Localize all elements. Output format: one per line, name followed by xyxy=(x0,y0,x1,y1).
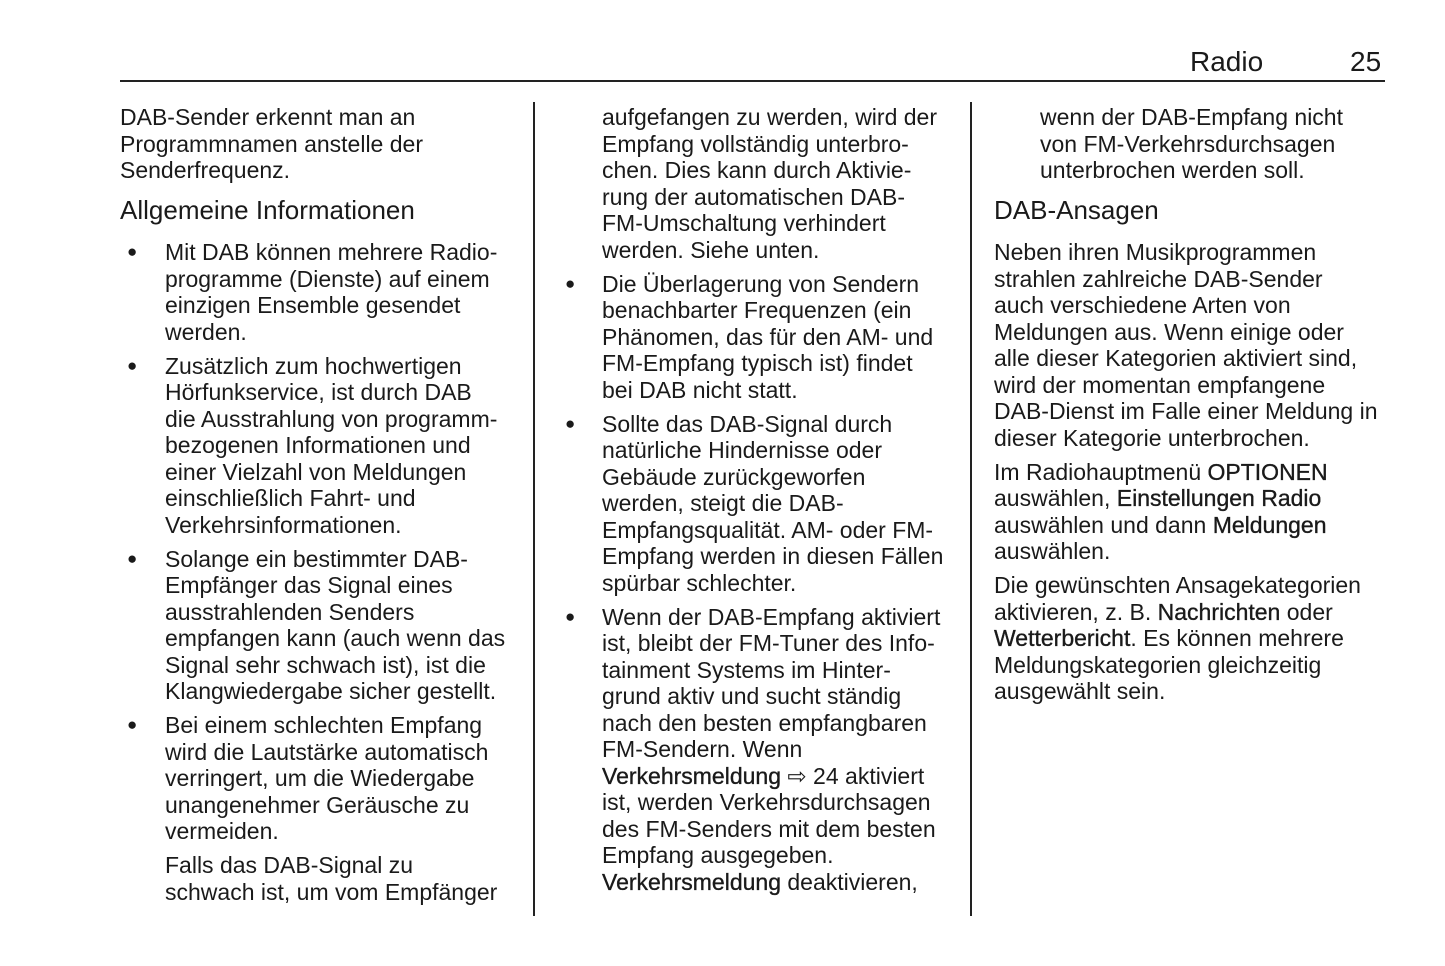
text-segment: Meldungskategorien gleichzeitig xyxy=(994,651,1322,678)
text-line xyxy=(602,157,955,184)
text-line xyxy=(165,739,520,766)
text-segment: Wenn der DAB-Empfang aktiviert xyxy=(602,603,941,630)
text-line xyxy=(165,406,520,433)
section-title: Radio xyxy=(1190,46,1264,77)
menu-term: Einstellungen Radio xyxy=(1116,485,1322,511)
bullet-icon: ● xyxy=(127,548,138,568)
text-segment: dieser Kategorie unterbrochen. xyxy=(994,424,1310,451)
paragraph xyxy=(565,104,955,263)
text-line xyxy=(994,319,1389,346)
text-line xyxy=(602,297,955,324)
text-segment: von FM-Verkehrsdurchsagen xyxy=(1040,130,1336,157)
text-segment: Empfänger das Signal eines xyxy=(165,572,453,598)
text-line xyxy=(602,377,955,404)
text-line xyxy=(602,104,955,131)
bullet-icon: ● xyxy=(565,273,576,293)
text-segment: wenn der DAB-Empfang nicht xyxy=(1040,104,1343,130)
text-line xyxy=(994,266,1389,293)
paragraph xyxy=(994,459,1389,565)
text-segment: benachbarter Frequenzen (ein xyxy=(602,297,912,323)
text-line xyxy=(994,459,1389,486)
text-line xyxy=(994,398,1389,425)
text-line xyxy=(602,210,955,237)
text-line xyxy=(602,657,955,684)
text-line xyxy=(602,842,955,869)
text-segment: ⇨ 24 aktiviert xyxy=(781,762,925,789)
menu-term: OPTIONEN xyxy=(1207,458,1328,485)
text-segment: werden, steigt die DAB- xyxy=(602,490,844,516)
text-segment: Zusätzlich zum hochwertigen xyxy=(165,352,462,379)
text-line xyxy=(602,683,955,710)
text-segment: programme (Dienste) auf einem xyxy=(165,265,490,292)
text-line xyxy=(165,432,520,459)
text-segment: Die Überlagerung von Sendern xyxy=(602,270,920,297)
text-line xyxy=(994,372,1389,399)
text-line xyxy=(165,599,520,626)
text-line xyxy=(165,572,520,599)
text-segment: ist, bleibt der FM-Tuner des Info- xyxy=(602,630,935,656)
text-segment: aufgefangen zu werden, wird der xyxy=(602,104,937,130)
menu-term: Verkehrsmeldung xyxy=(602,762,781,789)
text-line xyxy=(120,104,520,131)
text-segment: aktivieren, z. B. xyxy=(994,598,1158,625)
text-line xyxy=(994,599,1389,626)
text-segment: schwach ist, um vom Empfänger xyxy=(165,878,498,905)
text-line xyxy=(165,546,520,573)
text-line xyxy=(120,157,520,184)
text-segment: ausstrahlenden Senders xyxy=(165,598,415,625)
text-segment: auswählen. xyxy=(994,538,1111,564)
text-segment: Allgemeine Informationen xyxy=(120,194,415,225)
column-1 xyxy=(120,104,520,913)
menu-term: Wetterbericht xyxy=(994,625,1131,651)
text-line xyxy=(602,736,955,763)
text-line xyxy=(602,184,955,211)
text-segment: ist, werden Verkehrsdurchsagen xyxy=(602,789,931,815)
text-line xyxy=(602,324,955,351)
menu-term: Nachrichten xyxy=(1157,598,1281,625)
text-segment: unterbrochen werden soll. xyxy=(1040,157,1305,183)
paragraph xyxy=(120,104,520,184)
text-segment: FM-Empfang typisch ist) findet xyxy=(602,350,913,376)
text-line xyxy=(165,652,520,679)
text-line xyxy=(602,816,955,843)
column-divider xyxy=(970,102,972,916)
text-segment: Programmnamen anstelle der xyxy=(120,130,423,157)
paragraph xyxy=(994,239,1389,451)
text-segment: strahlen zahlreiche DAB-Sender xyxy=(994,265,1323,292)
text-line xyxy=(994,538,1389,565)
text-line xyxy=(602,490,955,517)
text-line xyxy=(1040,131,1389,158)
text-segment: Klangwiedergabe sicher gestellt. xyxy=(165,678,497,704)
text-segment: Im Radiohauptmenü xyxy=(994,458,1208,485)
text-segment: Signal sehr schwach ist), ist die xyxy=(165,651,486,678)
menu-term: Verkehrsmeldung xyxy=(602,868,781,895)
text-segment: Empfang werden in diesen Fällen xyxy=(602,543,944,569)
text-segment: des FM-Senders mit dem besten xyxy=(602,815,936,842)
text-segment: . Es können mehrere xyxy=(1130,625,1344,651)
text-line xyxy=(994,512,1389,539)
text-segment: bezogenen Informationen und xyxy=(165,432,471,458)
text-line xyxy=(602,543,955,570)
text-segment: verringert, um die Wiedergabe xyxy=(165,765,475,791)
text-line xyxy=(602,630,955,657)
text-segment: einer Vielzahl von Meldungen xyxy=(165,458,467,485)
text-line xyxy=(602,517,955,544)
bullet-icon: ● xyxy=(127,355,138,375)
text-line xyxy=(602,464,955,491)
text-line xyxy=(602,437,955,464)
text-segment: Empfang vollständig unterbro- xyxy=(602,130,909,157)
text-segment: FM-Umschaltung verhindert xyxy=(602,210,886,236)
column-2 xyxy=(565,104,955,903)
text-segment: einzigen Ensemble gesendet xyxy=(165,292,461,318)
text-line xyxy=(165,879,520,906)
text-segment: Phänomen, das für den AM- und xyxy=(602,323,934,350)
bullet-item xyxy=(120,546,520,705)
text-segment: wird die Lautstärke automatisch xyxy=(165,738,489,765)
text-segment: auswählen und dann xyxy=(994,511,1213,538)
text-line xyxy=(165,292,520,319)
text-segment: DAB-Dienst im Falle einer Meldung in xyxy=(994,398,1378,424)
text-line xyxy=(165,266,520,293)
text-segment: auswählen, xyxy=(994,485,1117,511)
text-segment: die Ausstrahlung von programm- xyxy=(165,405,498,432)
text-line xyxy=(994,195,1389,225)
bullet-icon: ● xyxy=(565,606,576,626)
text-segment: Neben ihren Musikprogrammen xyxy=(994,239,1317,265)
text-line xyxy=(165,625,520,652)
text-line xyxy=(165,319,520,346)
text-segment: nach den besten empfangbaren xyxy=(602,709,927,736)
bullet-item xyxy=(120,712,520,845)
text-line xyxy=(994,625,1389,652)
bullet-item xyxy=(120,239,520,345)
text-line xyxy=(602,869,955,896)
text-segment: auch verschiedene Arten von xyxy=(994,292,1291,318)
text-segment: tainment Systems im Hinter- xyxy=(602,656,891,683)
text-line xyxy=(120,195,520,225)
bullet-item xyxy=(120,353,520,539)
text-segment: oder xyxy=(1280,598,1333,625)
text-line xyxy=(994,425,1389,452)
text-segment: werden. Siehe unten. xyxy=(602,236,820,263)
text-line xyxy=(994,239,1389,266)
paragraph xyxy=(120,852,520,905)
text-segment: alle dieser Kategorien aktiviert sind, xyxy=(994,345,1358,371)
text-line xyxy=(994,485,1389,512)
text-segment: Bei einem schlechten Empfang xyxy=(165,712,483,738)
text-line xyxy=(165,353,520,380)
text-line xyxy=(602,237,955,264)
header-rule xyxy=(120,80,1385,82)
text-line xyxy=(165,459,520,486)
text-line xyxy=(994,678,1389,705)
paragraph xyxy=(994,572,1389,705)
text-line xyxy=(994,652,1389,679)
menu-term: Meldungen xyxy=(1212,511,1327,538)
text-segment: werden. xyxy=(165,318,247,345)
bullet-item xyxy=(565,411,955,597)
text-line xyxy=(602,411,955,438)
text-line xyxy=(165,765,520,792)
text-line xyxy=(165,818,520,845)
bullet-icon: ● xyxy=(565,413,576,433)
paragraph xyxy=(994,104,1389,184)
text-segment: wird der momentan empfangene xyxy=(994,371,1326,398)
text-segment: empfangen kann (auch wenn das xyxy=(165,625,506,651)
section-heading xyxy=(120,195,520,225)
text-line xyxy=(994,572,1389,599)
text-line xyxy=(120,131,520,158)
text-line xyxy=(165,678,520,705)
text-segment: Senderfrequenz. xyxy=(120,157,291,183)
text-segment: Falls das DAB-Signal zu xyxy=(165,852,413,878)
text-segment: Verkehrsinformationen. xyxy=(165,511,402,538)
bullet-icon: ● xyxy=(127,715,138,734)
column-3 xyxy=(994,104,1389,712)
text-line xyxy=(1040,104,1389,131)
text-line xyxy=(165,512,520,539)
text-line xyxy=(602,604,955,631)
text-line xyxy=(165,712,520,739)
text-line xyxy=(602,710,955,737)
section-heading xyxy=(994,195,1389,225)
text-segment: FM-Sendern. Wenn xyxy=(602,736,803,762)
text-segment: grund aktiv und sucht ständig xyxy=(602,683,902,709)
text-line xyxy=(602,763,955,790)
text-segment: DAB-Sender erkennt man an xyxy=(120,104,416,130)
text-segment: unangenehmer Geräusche zu xyxy=(165,791,470,818)
text-segment: vermeiden. xyxy=(165,818,279,844)
text-segment: deaktivieren, xyxy=(781,868,918,895)
text-segment: Empfang ausgegeben. xyxy=(602,842,834,868)
text-line xyxy=(602,570,955,597)
text-line xyxy=(602,789,955,816)
bullet-icon: ● xyxy=(127,242,138,261)
text-segment: ausgewählt sein. xyxy=(994,678,1166,704)
text-segment: spürbar schlechter. xyxy=(602,569,797,596)
bullet-item xyxy=(565,604,955,896)
text-segment: Empfangsqualität. AM- oder FM- xyxy=(602,516,934,543)
text-line xyxy=(165,852,520,879)
text-segment: Gebäude zurückgeworfen xyxy=(602,463,866,490)
text-line xyxy=(1040,157,1389,184)
text-segment: Meldungen aus. Wenn einige oder xyxy=(994,318,1344,345)
text-segment: rung der automatischen DAB- xyxy=(602,183,905,210)
text-line xyxy=(165,239,520,266)
text-line xyxy=(602,271,955,298)
text-segment: bei DAB nicht statt. xyxy=(602,376,798,403)
text-segment: einschließlich Fahrt- und xyxy=(165,485,416,511)
text-segment: Die gewünschten Ansagekategorien xyxy=(994,572,1361,598)
text-segment: Sollte das DAB-Signal durch xyxy=(602,410,893,437)
text-line xyxy=(602,131,955,158)
text-line xyxy=(165,792,520,819)
text-segment: DAB-Ansagen xyxy=(994,194,1159,225)
column-divider xyxy=(533,102,535,916)
text-segment: natürliche Hindernisse oder xyxy=(602,437,882,463)
text-line xyxy=(602,350,955,377)
text-line xyxy=(994,345,1389,372)
text-segment: Mit DAB können mehrere Radio- xyxy=(165,239,498,265)
text-segment: chen. Dies kann durch Aktivie- xyxy=(602,157,912,183)
text-line xyxy=(165,379,520,406)
page-number: 25 xyxy=(1350,46,1382,77)
text-segment: Solange ein bestimmter DAB- xyxy=(165,545,468,572)
bullet-item xyxy=(565,271,955,404)
text-line xyxy=(994,292,1389,319)
text-line xyxy=(165,485,520,512)
text-segment: Hörfunkservice, ist durch DAB xyxy=(165,379,472,405)
